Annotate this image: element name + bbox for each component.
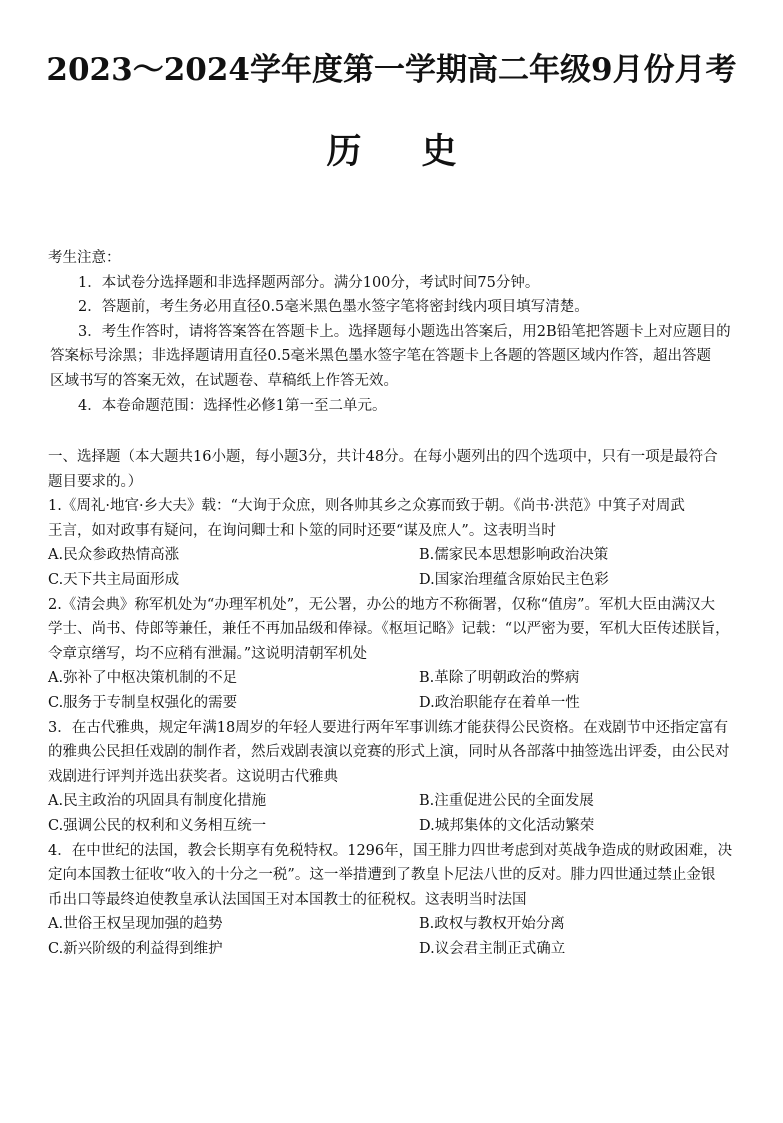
option-a: A.世俗王权呈现加强的趋势 xyxy=(48,916,223,933)
option-c: C.天下共主局面形成 xyxy=(48,571,180,588)
notice-item: 3．考生作答时，请将答案答在答题卡上。选择题每小题选出答案后，用2B铅笔把答题卡上对应题目的 xyxy=(78,323,731,340)
option-row xyxy=(48,789,744,814)
option-row xyxy=(48,912,744,937)
question-stem: 王言，如对政事有疑问，在询问卿士和卜筮的同时还要“谋及庶人”。这表明当时 xyxy=(48,522,556,539)
question-1 xyxy=(48,494,744,592)
subject-char-1: 历 xyxy=(326,131,362,172)
exam-title: 2023～2024学年度第一学期高二年级9月份月考 xyxy=(46,52,737,88)
option-b: B.政权与教权开始分离 xyxy=(419,916,565,933)
option-row xyxy=(48,543,744,568)
question-stem: 1.《周礼·地官·乡大夫》载：“大询于众庶，则各帅其乡之众寡而致于朝。《尚书·洪范》中箕子对周武 xyxy=(48,498,685,515)
subject-title xyxy=(0,130,783,174)
option-row xyxy=(48,937,744,962)
notice-heading: 考生注意： xyxy=(48,250,121,266)
notice-item: 4．本卷命题范围：选择性必修1第一至二单元。 xyxy=(78,397,387,414)
option-d: D.城邦集体的文化活动繁荣 xyxy=(419,817,595,834)
question-4 xyxy=(48,839,744,962)
option-a: A.弥补了中枢决策机制的不足 xyxy=(48,670,238,687)
question-stem: 3．在古代雅典，规定年满18周岁的年轻人要进行两年军事训练才能获得公民资格。在戏剧节中还指定富有 xyxy=(48,719,729,736)
subject-char-2: 史 xyxy=(421,131,457,172)
option-c: C.新兴阶级的利益得到维护 xyxy=(48,940,223,957)
question-stem: 定向本国教士征收“收入的十分之一税”。这一举措遭到了教皇卜尼法八世的反对。腓力四世通过禁止金银 xyxy=(48,867,716,884)
choice-section xyxy=(48,445,744,961)
option-row xyxy=(48,568,744,593)
option-a: A.民主政治的巩固具有制度化措施 xyxy=(48,793,267,810)
question-stem: 令章京缮写，均不应稍有泄漏。”这说明清朝军机处 xyxy=(48,645,368,662)
question-2 xyxy=(48,593,744,716)
option-b: B.注重促进公民的全面发展 xyxy=(419,793,594,810)
candidate-notice xyxy=(48,246,748,418)
question-stem: 4．在中世纪的法国，教会长期享有免税特权。1296年，国王腓力四世考虑到对英战争造成的财政困难，决 xyxy=(48,842,733,859)
notice-item: 2．答题前，考生务必用直径0.5毫米黑色墨水签字笔将密封线内项目填写清楚。 xyxy=(78,299,589,316)
question-stem: 2.《清会典》称军机处为“办理军机处”，无公署，办公的地方不称衙署，仅称“值房”。军机大臣由满汉大 xyxy=(48,596,715,613)
option-d: D.国家治理蕴含原始民主色彩 xyxy=(419,571,609,588)
question-stem: 学士、尚书、侍郎等兼任，兼任不再加品级和俸禄。《枢垣记略》记载：“以严密为要，军机大臣传述朕旨， xyxy=(48,621,730,638)
question-3 xyxy=(48,716,744,839)
option-d: D.政治职能存在着单一性 xyxy=(419,694,580,711)
option-row xyxy=(48,814,744,839)
notice-item: 1．本试卷分选择题和非选择题两部分。满分100分，考试时间75分钟。 xyxy=(78,274,540,291)
option-a: A.民众参政热情高涨 xyxy=(48,547,180,564)
option-b: B.革除了明朝政治的弊病 xyxy=(419,670,580,687)
option-c: C.服务于专制皇权强化的需要 xyxy=(48,694,238,711)
notice-item-continued: 答案标号涂黑；非选择题请用直径0.5毫米黑色墨水签字笔在答题卡上各题的答题区域内作答，超出答题 xyxy=(50,348,712,365)
question-stem: 戏剧进行评判并选出获奖者。这说明古代雅典 xyxy=(48,768,338,785)
question-stem: 币出口等最终迫使教皇承认法国国王对本国教士的征税权。这表明当时法国 xyxy=(48,891,527,908)
section-heading-continued: 题目要求的。） xyxy=(48,473,143,490)
option-d: D.议会君主制正式确立 xyxy=(419,940,566,957)
notice-item-continued: 区域书写的答案无效，在试题卷、草稿纸上作答无效。 xyxy=(50,372,398,389)
option-row xyxy=(48,691,744,716)
question-stem: 的雅典公民担任戏剧的制作者，然后戏剧表演以竞赛的形式上演，同时从各部落中抽签选出评委，由公民对 xyxy=(48,744,730,761)
option-row xyxy=(48,666,744,691)
section-heading: 一、选择题（本大题共16小题，每小题3分，共计48分。在每小题列出的四个选项中，只有一项是最符合 xyxy=(48,449,718,465)
option-c: C.强调公民的权利和义务相互统一 xyxy=(48,817,267,834)
option-b: B.儒家民本思想影响政治决策 xyxy=(419,547,609,564)
